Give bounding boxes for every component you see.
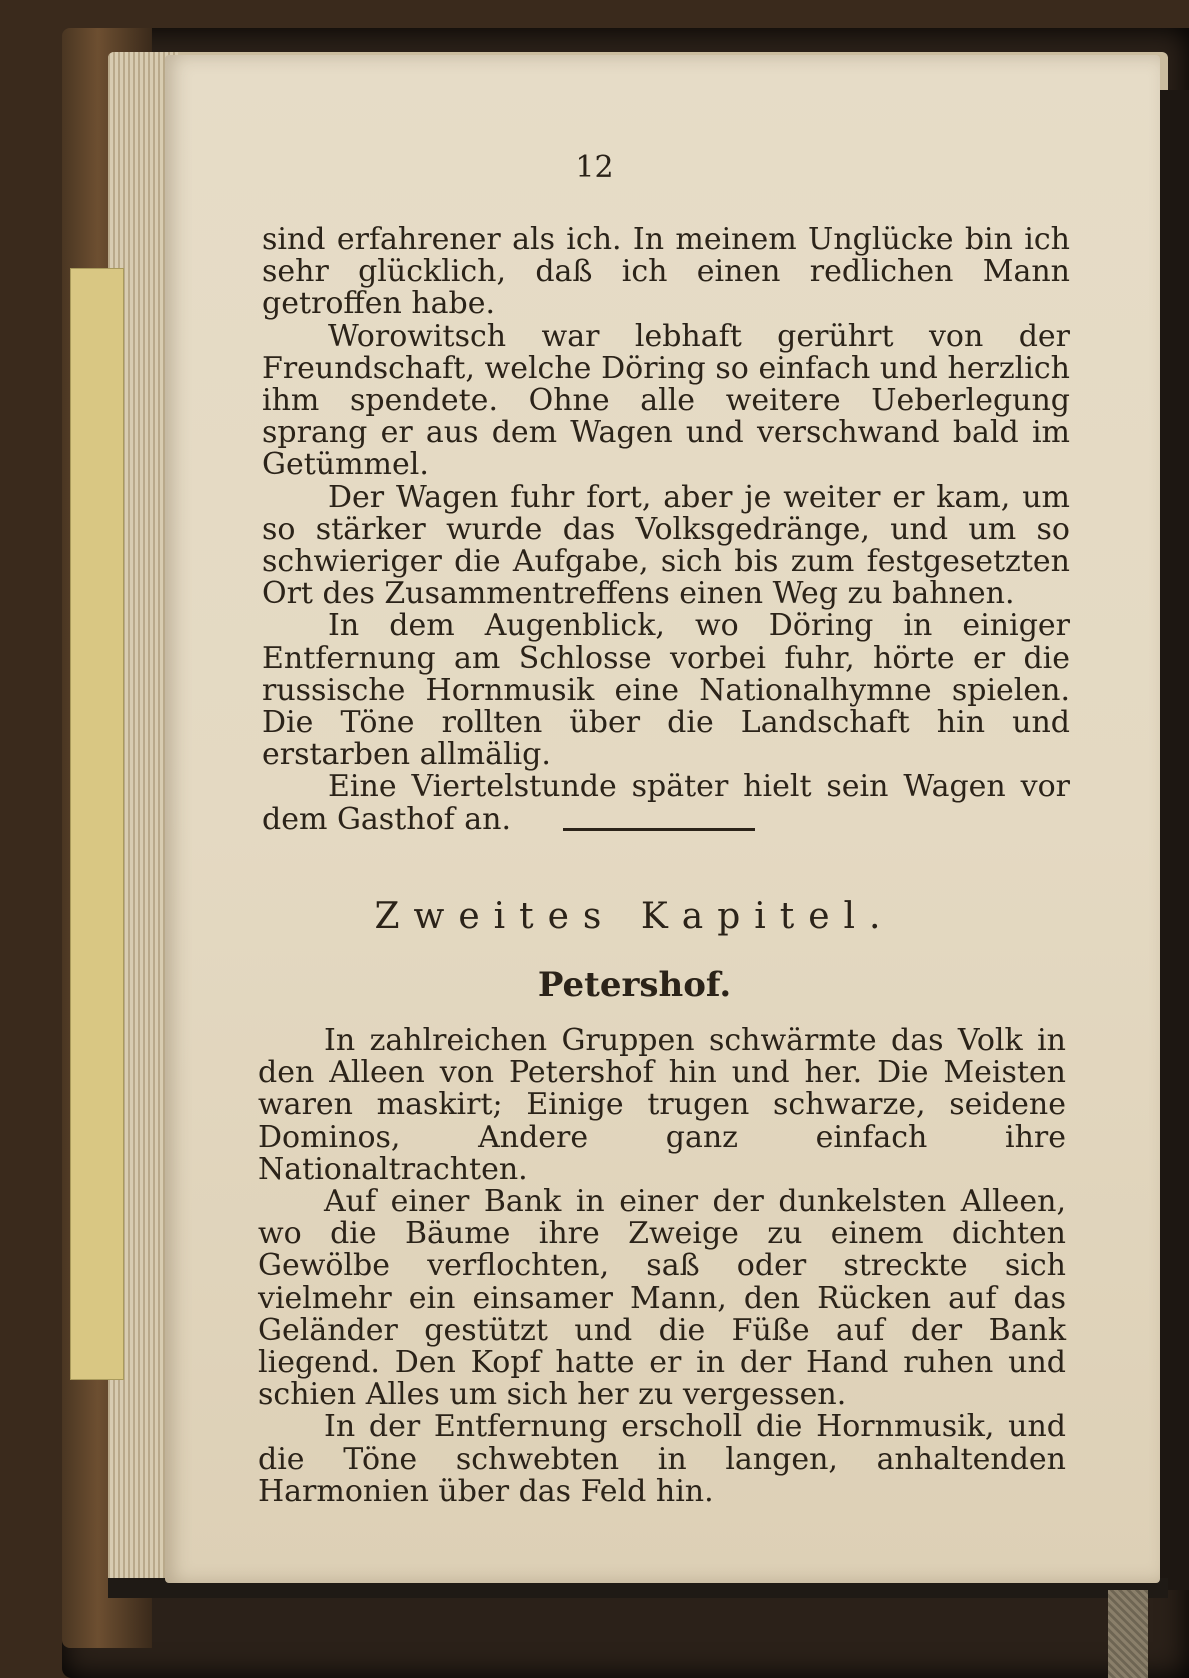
- paragraph: Worowitsch war lebhaft gerührt von der Freundschaft, welche Döring so einfach und herzlich ihm spendete. Ohne alle weitere Ueberlegung sprang er aus dem Wagen und verschwand bald im Getümmel.: [262, 318, 1070, 483]
- chapter-title: Zweites Kapitel.: [374, 896, 895, 937]
- ribbon-bookmark: [1108, 1590, 1148, 1678]
- text-block-2: [258, 1025, 1066, 1508]
- page-number: 12: [575, 150, 614, 185]
- paragraph: In zahlreichen Gruppen schwärmte das Volk in den Alleen von Petershof hin und her. Die Meisten waren maskirt; Einige trugen schwarze, seidene Dominos, Andere ganz einfach ihre Nationaltrachten.: [258, 1023, 1066, 1187]
- paragraph: In der Entfernung erscholl die Hornmusik, und die Töne schwebten in langen, anhaltenden Harmonien über das Feld hin.: [258, 1409, 1066, 1509]
- bookmark-slip: [70, 268, 124, 1380]
- paragraph: sind erfahrener als ich. In meinem Unglücke bin ich sehr glücklich, daß ich einen redlichen Mann getroffen habe.: [262, 222, 1070, 322]
- paragraph: In dem Augenblick, wo Döring in einiger Entfernung am Schlosse vorbei fuhr, hörte er die russische Hornmusik eine Nationalhymne spielen. Die Töne rollten über die Landschaft hin und erstarben allmälig.: [262, 608, 1070, 773]
- text-block-1: [262, 224, 1070, 836]
- book-right-edge: [1158, 90, 1189, 1590]
- paragraph: Der Wagen fuhr fort, aber je weiter er kam, um so stärker wurde das Volksgedränge, und um so schwieriger die Aufgabe, sich bis zum festgesetzten Ort des Zusammentreffens einen Weg zu bahnen.: [262, 479, 1070, 612]
- section-divider: [563, 828, 755, 831]
- chapter-subtitle: Petershof.: [537, 965, 732, 1005]
- paragraph: Auf einer Bank in einer der dunkelsten Alleen, wo die Bäume ihre Zweige zu einem dichten Gewölbe verflochten, saß oder streckte sich vielmehr ein einsamer Mann, den Rücken auf das Geländer gestützt und die Füße auf der Bank liegend. Den Kopf hatte er in der Hand ruhen und schien Alles um sich her zu vergessen.: [258, 1184, 1066, 1413]
- paragraph: Eine Viertelstunde später hielt sein Wagen vor dem Gasthof an.: [262, 769, 1070, 837]
